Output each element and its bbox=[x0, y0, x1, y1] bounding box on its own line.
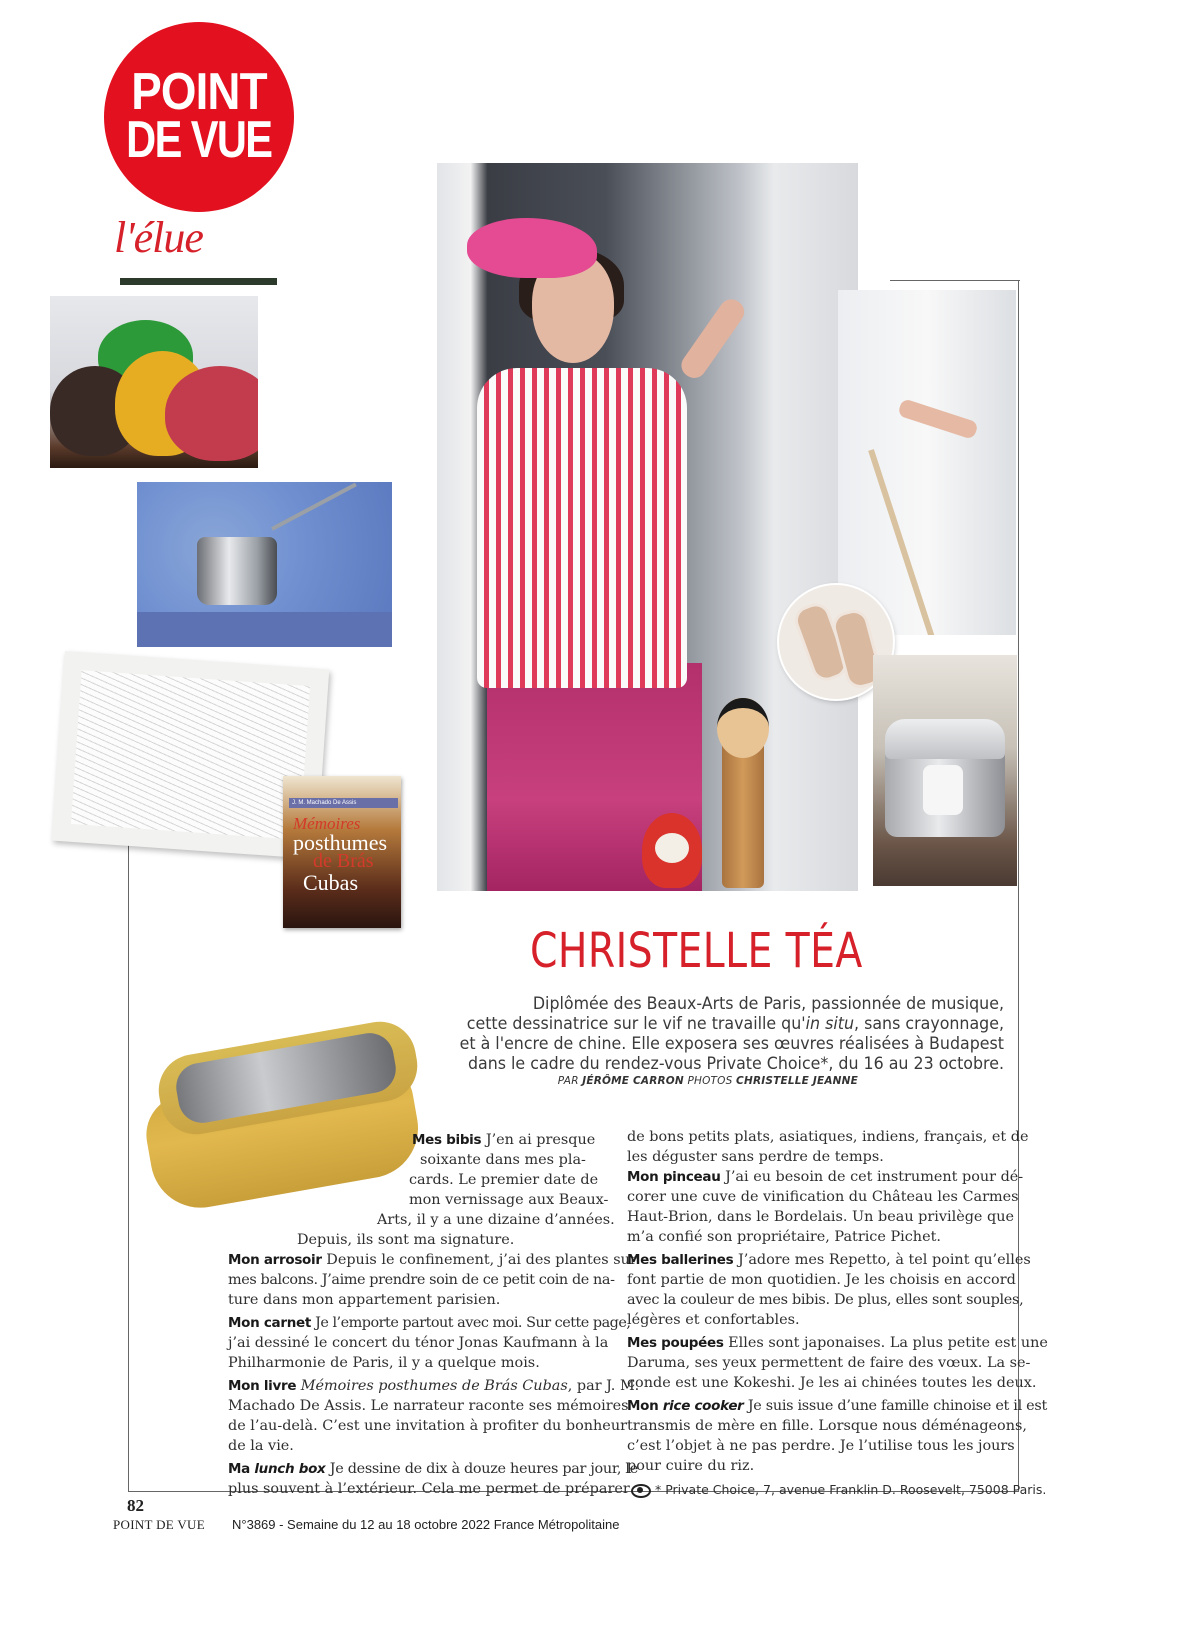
photo-rice-cooker bbox=[873, 655, 1017, 886]
page-number: 82 bbox=[127, 1496, 144, 1515]
logo-line-1: POINT bbox=[131, 63, 267, 122]
article-intro: Diplômée des Beaux-Arts de Paris, passionnée de musique, cette dessinatrice sur le vif ne travaille qu'in situ, sans crayonnage, et à l'encre de chine. Elle exposera ses œuvres réalisées à Budapest dans le cadre du rendez-vous Private Choice*, du 16 au 23 octobre. bbox=[459, 994, 1005, 1073]
logo-line-2: DE VUE bbox=[126, 111, 272, 169]
frame-line bbox=[128, 820, 129, 1492]
issue-info: N°3869 - Semaine du 12 au 18 octobre 2022 France Métropolitaine bbox=[232, 1517, 620, 1532]
byline: PAR JÉRÔME CARRON PHOTOS CHRISTELLE JEANNE bbox=[557, 1075, 858, 1087]
photo-book-cover: J. M. Machado De Assis Mémoires posthumes de Brás Cubas bbox=[283, 776, 401, 928]
article-title: CHRISTELLE TÉA bbox=[530, 923, 863, 979]
paragraph-line: Mes ballerines J’adore mes Repetto, à tel point qu’elles bbox=[627, 1252, 1031, 1268]
frame-line bbox=[890, 280, 1020, 281]
author-name: JÉRÔME CARRON bbox=[582, 1075, 684, 1087]
book-author: J. M. Machado De Assis bbox=[289, 798, 398, 808]
photo-watering-can bbox=[137, 482, 392, 647]
paragraph-line: Ma lunch box Je dessine de dix à douze heures par jour, le bbox=[228, 1461, 638, 1477]
footer-brand: POINT DE VUE bbox=[113, 1517, 205, 1532]
section-title: l'élue bbox=[114, 213, 203, 262]
paragraph-line: Mes poupées Elles sont japonaises. La plus petite est une bbox=[627, 1335, 1048, 1351]
paragraph-line: Mon pinceau J’ai eu besoin de cet instrument pour dé- bbox=[627, 1169, 1024, 1185]
photographer-name: CHRISTELLE JEANNE bbox=[736, 1075, 858, 1087]
photo-portrait bbox=[437, 163, 858, 891]
paragraph-line: Mes bibis J’en ai presque bbox=[412, 1132, 596, 1148]
eye-icon bbox=[631, 1484, 651, 1498]
paragraph-line: Mon rice cooker Je suis issue d’une famille chinoise et il est bbox=[627, 1398, 1047, 1414]
magazine-logo bbox=[104, 22, 294, 212]
photo-hats bbox=[50, 296, 258, 468]
photo-brush bbox=[838, 290, 1016, 635]
photo-lunch-box bbox=[148, 1018, 430, 1198]
section-rule bbox=[120, 278, 277, 285]
footnote: * Private Choice, 7, avenue Franklin D. Roosevelt, 75008 Paris. bbox=[631, 1480, 1046, 1500]
paragraph-line: Mon carnet Je l’emporte partout avec moi. Sur cette page, bbox=[228, 1315, 631, 1331]
paragraph-line: Mon livre Mémoires posthumes de Brás Cubas, par J. M. bbox=[228, 1378, 640, 1394]
paragraph-line: Mon arrosoir Depuis le confinement, j’ai des plantes sur bbox=[228, 1252, 637, 1268]
